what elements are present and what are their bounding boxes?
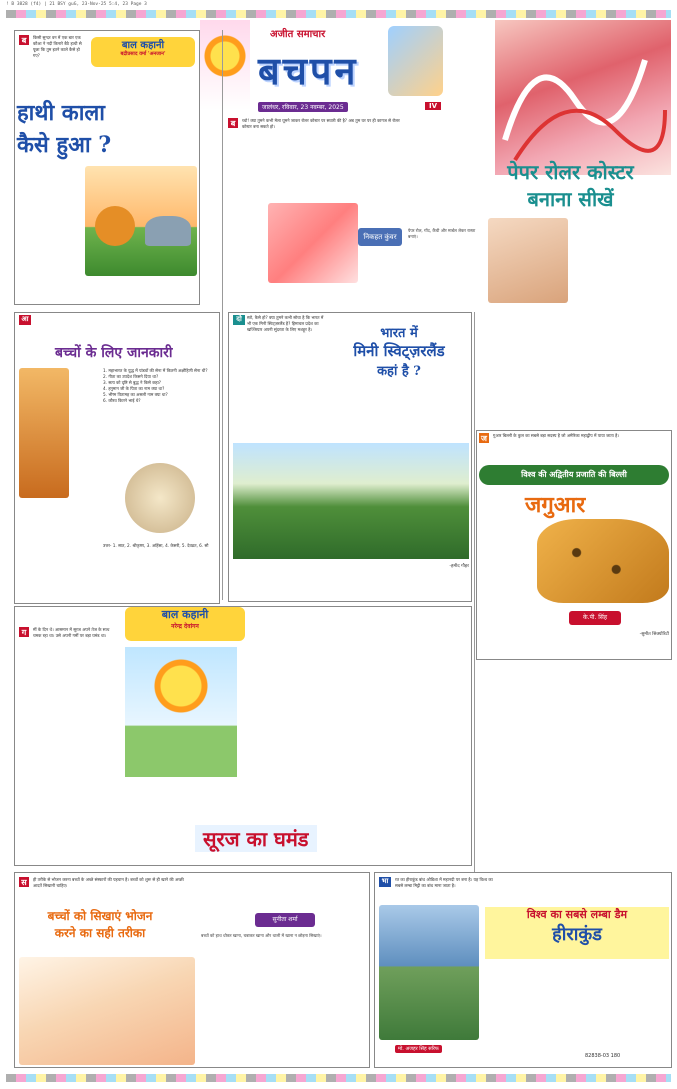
dropcap: भा [379,877,391,887]
section-heading: बाल कहानी [121,40,165,51]
registration-bar-top [6,10,671,18]
question-5: 5. भीष्म पितामह का असली नाम क्या था? [103,392,168,397]
child-crafting-photo [488,218,568,303]
sun-illustration [200,20,250,110]
jaguar-kicker: विश्व की अद्वितीय प्रजाति की बिल्ली [479,465,669,485]
story-jaguar [476,430,672,660]
bal-kahani-tag [91,37,195,67]
byline: -हमीद गौहर [449,564,469,569]
books-illustration [388,26,443,96]
lion-shape [95,206,135,246]
headline-line-2: बनाना सीखें [527,187,614,211]
headline-line-2: करने का सही तरीका [54,926,146,940]
column-divider [222,30,223,600]
story-lead: च्चो! क्या तुमने कभी मेला घूमने जाकर रोलर कोस्टर पर सवारी की है? अब तुम घर पर ही कागज से रोलर कोस्टर बना सकते हो। [242,118,400,129]
quiz-heading: बच्चों के लिए जानकारी [55,345,173,361]
headline-line-2: कैसे हुआ ? [17,132,112,158]
roller-coaster-headline [473,158,668,218]
phone-number: 82838-03 180 [585,1053,621,1059]
dropcap: ग [19,627,29,637]
dropcap: आ [19,315,31,325]
question-6: 6. कौरव कितने भाई थे? [103,398,141,403]
story-lead: ही तरीके से भोजन करना बच्चों के अच्छे संस्कारों की पहचान है। बच्चों को शुरू से ही खाने की अच्छी आदतें सिखानी चाहिए। [33,877,184,888]
story-lead: किसी सुन्दर वन में एक बार एक कौआ ने नदी किनारे बैठे हाथी से पूछा कि तुम इतने काले कैसे हो गए? [33,35,82,58]
quiz-questions [103,368,217,458]
brand-name: अजीत समाचार [270,29,326,40]
manners-body-text: बच्चों को हाथ धोकर खाना, चबाकर खाना और थाली में खाना न छोड़ना सिखाएं। [201,933,322,938]
headline-line-1: पेपर रोलर कोस्टर [507,160,634,184]
print-slug: ! B 3828 (f4) | 21 BSY guG, 23-Nov-25 5:4, 23 Page 3 [6,2,147,7]
byline: -सुमीत सिक्योरिटी [639,632,669,637]
story-bal-kahani-2 [14,606,472,866]
paper-coaster-photo-1 [268,203,358,283]
question-2: 2. गीता का उपदेश किसने दिया था? [103,374,159,379]
section-heading: बाल कहानी [161,608,209,621]
masthead-title: बचपन [258,48,359,93]
author-badge: निकहत कुंवर [358,228,402,246]
hirakud-headline [485,907,669,959]
author: बद्रीप्रसाद वर्मा 'अनजान' [120,51,166,57]
dropcap: ज [479,433,489,443]
column-divider [474,312,475,872]
bal-kahani-tag [125,607,245,641]
khajjiar-landscape-photo [233,443,469,559]
manners-headline [25,907,175,941]
headline-line-1: हाथी काला [17,100,106,126]
jaguar-photo [537,519,669,603]
story-roller-coaster [228,118,672,306]
story-lead: गुआर बिल्ली के कुल का सबसे बड़ा सदस्य है जो अमेरिका महाद्वीप में पाया जाता है। [493,433,619,438]
headline-line-1: भारत में [380,326,418,341]
dropcap: ब [19,35,29,45]
sun-story-headline: सूरज का घमंड [195,825,317,852]
sun-story-illustration [125,647,237,777]
buddha-illustration [125,463,195,533]
mother-child-eating-photo [19,957,195,1065]
story-bal-kahani-1 [14,30,200,305]
question-3: 3. सत्य को दृष्टि से बुद्ध ने किसे कहा? [103,380,161,385]
author-badge: के.पी. सिंह [569,611,621,625]
question-4: 4. हनुमान जी के पिता का नाम क्या था? [103,386,165,391]
dropcap: स [19,877,29,887]
quiz-answers: उत्तर- 1. सात, 2. श्रीकृष्ण, 3. अहिंसा, 4. केसरी, 5. देवव्रत, 6. सौ [103,543,209,548]
elephant-lion-illustration [85,166,197,276]
jaguar-headline: जगुआर [525,492,586,518]
story-manners [14,872,370,1068]
switzerland-headline [329,323,469,379]
story-quiz [14,312,220,604]
elephant-shape [145,216,191,246]
author-badge: मो. अजहर सिंह सरिफ [395,1045,442,1053]
registration-bar-bottom [6,1074,671,1082]
headline-line-2: हीराकुंड [552,924,602,945]
page-number: IV [425,102,441,110]
story-lead: स्तो, कैसे हो? क्या तुमने कभी सोचा है कि भारत में भी एक मिनी स्विट्ज़रलैंड है? हिमाचल प्रदेश का खज्जियार अपनी सुंदरता के लिए मशहूर है। [247,315,324,332]
headline-line-2: मिनी स्विट्ज़रलैंड [353,342,445,360]
masthead [200,20,445,116]
headline-line-3: कहां है ? [377,364,421,379]
dateline: जालंधर, रविवार, 23 नवम्बर, 2025 [258,102,348,112]
krishna-illustration [19,368,69,498]
author: नरेन्द्र देवांगन [171,623,199,630]
headline-line-1: विश्व का सबसे लम्बा डैम [526,908,628,921]
hirakud-dam-photo [379,905,479,1040]
question-1: 1. महाभारत के युद्ध में पांडवों की सेना में कितनी अक्षौहिणी सेना थी? [103,368,208,373]
story-mini-switzerland [228,312,472,602]
author-badge: सुनीता शर्मा [255,913,315,927]
dropcap: ब [228,118,238,128]
story-hirakud [374,872,672,1068]
headline-line-1: बच्चों को सिखाएं भोजन [47,909,153,923]
roller-coaster-body-text: पेपर रोल, गोंद, कैंची और मार्बल लेकर रास्ता बनाएं। [408,228,476,239]
dropcap: दो [233,315,245,325]
story-lead: रत का हीराकुंड बांध ओडिशा में महानदी पर बना है। यह विश्व का सबसे लम्बा मिट्टी का बांध माना जाता है। [395,877,493,888]
story-lead: र्मी के दिन थे। आसमान में सूरज अपने तेज के साथ चमक रहा था। उसे अपनी गर्मी पर बड़ा घमंड था। [33,627,110,638]
